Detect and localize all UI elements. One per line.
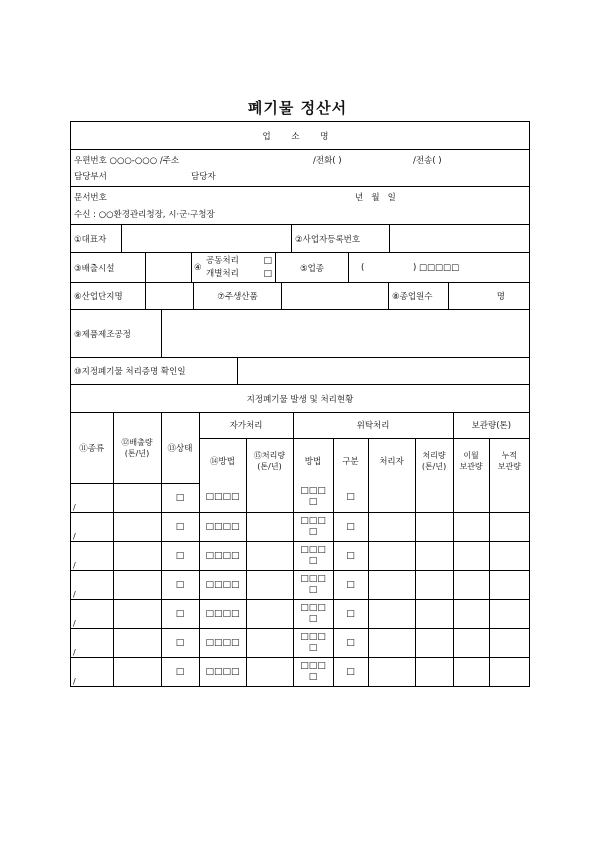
outsourced-method-checkboxes-line1[interactable]: □□□	[300, 602, 326, 613]
outsourced-method-checkboxes-line2[interactable]: □	[308, 671, 318, 682]
category-cell[interactable]	[333, 657, 368, 686]
outsourced-method-cell[interactable]	[293, 541, 333, 570]
outsourced-volume-cell[interactable]	[415, 570, 453, 599]
table-header-row-1	[71, 413, 529, 438]
employees-unit: 명	[496, 292, 505, 302]
outsourced-volume-cell[interactable]	[415, 628, 453, 657]
category-checkbox[interactable]: □	[346, 666, 355, 677]
outsourced-volume-cell[interactable]	[415, 657, 453, 686]
self-method-cell[interactable]	[199, 512, 246, 541]
contact-field[interactable]	[71, 150, 529, 186]
business-number-label: ②사업자등록번호	[292, 225, 390, 252]
recipient-label: 수신 : ○○환경관리청장, 시·군·구청장	[74, 209, 215, 220]
business-type-label: ⑤업종	[276, 253, 349, 282]
waste-table-row	[71, 413, 529, 686]
amount-header	[113, 413, 161, 483]
state-cell[interactable]	[161, 570, 199, 599]
contact-row	[71, 150, 529, 187]
recipient-line	[74, 206, 526, 223]
outsourced-method-cell[interactable]	[293, 599, 333, 628]
amount-cell[interactable]	[113, 483, 161, 512]
individual-treatment-label: 개별처리	[206, 268, 239, 279]
category-cell[interactable]	[333, 483, 368, 512]
monthly-storage-cell[interactable]	[453, 541, 489, 570]
kind-cell[interactable]	[71, 483, 113, 512]
waste-table-body	[71, 483, 529, 686]
representative-row	[71, 225, 529, 253]
outsourced-method-cell[interactable]	[293, 657, 333, 686]
table-row	[71, 512, 529, 541]
kind-cell[interactable]	[71, 599, 113, 628]
section-title-row	[71, 385, 529, 413]
amount-cell[interactable]	[113, 541, 161, 570]
monthly-storage-cell[interactable]	[453, 657, 489, 686]
outsourced-volume-cell[interactable]	[415, 483, 453, 512]
state-cell[interactable]	[161, 599, 199, 628]
table-row	[71, 599, 529, 628]
table-row	[71, 541, 529, 570]
monthly-storage-header-line1: 이월	[463, 450, 479, 460]
self-volume-cell[interactable]	[246, 512, 293, 541]
main-product-label: ⑦주생산품	[194, 283, 282, 309]
self-volume-cell[interactable]	[246, 628, 293, 657]
company-name-field[interactable]	[71, 122, 529, 149]
certificate-date-value[interactable]	[238, 358, 529, 384]
outsourced-method-header: 방법	[293, 438, 333, 483]
slash-mark: /	[73, 589, 76, 599]
outsourced-volume-cell[interactable]	[415, 541, 453, 570]
processor-cell[interactable]	[368, 483, 415, 512]
self-method-checkboxes[interactable]: □□□□	[205, 521, 240, 532]
industrial-complex-label: ⑥산업단지명	[71, 283, 146, 309]
postal-line	[74, 152, 526, 168]
table-row	[71, 483, 529, 512]
self-volume-cell[interactable]	[246, 483, 293, 512]
table-row	[71, 570, 529, 599]
category-cell[interactable]	[333, 541, 368, 570]
outsourced-method-checkboxes-line1[interactable]: □□□	[300, 660, 326, 671]
self-volume-cell[interactable]	[246, 599, 293, 628]
document-number-line	[74, 189, 526, 206]
category-checkbox[interactable]: □	[346, 550, 355, 561]
individual-treatment-option[interactable]	[206, 268, 272, 281]
outsourced-method-checkboxes-line1[interactable]: □□□	[300, 544, 326, 555]
cumulative-storage-cell[interactable]	[489, 512, 529, 541]
category-cell[interactable]	[333, 512, 368, 541]
cumulative-storage-cell[interactable]	[489, 628, 529, 657]
category-cell[interactable]	[333, 599, 368, 628]
kind-cell[interactable]	[71, 628, 113, 657]
category-checkbox[interactable]: □	[346, 521, 355, 532]
treatment-type-options	[206, 255, 272, 281]
state-checkbox[interactable]: □	[175, 666, 185, 677]
kind-cell[interactable]	[71, 541, 113, 570]
state-checkbox[interactable]: □	[175, 579, 185, 590]
state-checkbox[interactable]: □	[175, 637, 185, 648]
business-type-value[interactable]: ( ) □□□□□	[361, 262, 460, 273]
category-header: 구분	[333, 438, 368, 483]
slash-mark: /	[73, 677, 76, 686]
process-row	[71, 310, 529, 358]
outsourced-method-cell[interactable]	[293, 570, 333, 599]
self-method-checkboxes[interactable]: □□□□	[205, 608, 240, 619]
self-method-checkboxes[interactable]: □□□□	[205, 666, 240, 677]
monthly-storage-cell[interactable]	[453, 512, 489, 541]
cumulative-storage-header	[489, 438, 529, 483]
document-number-label: 문서번호	[74, 193, 107, 204]
self-method-cell[interactable]	[199, 541, 246, 570]
outsourced-volume-cell[interactable]	[415, 512, 453, 541]
state-cell[interactable]	[161, 541, 199, 570]
document-field[interactable]	[71, 187, 529, 224]
amount-cell[interactable]	[113, 512, 161, 541]
self-method-checkboxes[interactable]: □□□□	[205, 579, 240, 590]
state-header: ⑬상태	[161, 413, 199, 483]
department-label: 담당부서	[74, 172, 107, 182]
cumulative-storage-cell[interactable]	[489, 483, 529, 512]
state-checkbox[interactable]: □	[175, 608, 185, 619]
state-checkbox[interactable]: □	[175, 521, 185, 532]
self-volume-cell[interactable]	[246, 570, 293, 599]
section-title: 지정폐기물 발생 및 처리현황	[246, 394, 354, 405]
outsourced-volume-header	[415, 438, 453, 483]
processor-cell[interactable]	[368, 657, 415, 686]
outsourced-method-cell[interactable]	[293, 483, 333, 512]
state-checkbox[interactable]: □	[175, 550, 185, 561]
kind-cell[interactable]	[71, 570, 113, 599]
self-method-cell[interactable]	[199, 483, 246, 512]
facility-value[interactable]	[146, 253, 192, 282]
processor-cell[interactable]	[368, 599, 415, 628]
cumulative-storage-cell[interactable]	[489, 541, 529, 570]
individual-treatment-checkbox[interactable]: □	[263, 268, 272, 279]
self-method-cell[interactable]	[199, 628, 246, 657]
representative-label: ①대표자	[71, 225, 122, 252]
state-cell[interactable]	[161, 483, 199, 512]
kind-cell[interactable]	[71, 512, 113, 541]
cumulative-storage-header-line2: 보관량	[497, 461, 521, 471]
slash-mark: /	[73, 560, 76, 570]
monthly-storage-header	[453, 438, 489, 483]
joint-treatment-option[interactable]	[206, 255, 272, 268]
slash-mark: /	[73, 618, 76, 628]
kind-header: ⑪종류	[71, 413, 113, 483]
outsourced-method-cell[interactable]	[293, 628, 333, 657]
outsourced-volume-header-line2: (톤/년)	[421, 461, 447, 471]
amount-cell[interactable]	[113, 657, 161, 686]
outsourced-method-checkboxes-line2[interactable]: □	[308, 497, 318, 508]
slash-mark: /	[73, 531, 76, 541]
outsourced-method-checkboxes-line1[interactable]: □□□	[300, 631, 326, 642]
processor-header: 처리자	[368, 438, 415, 483]
outsourced-volume-cell[interactable]	[415, 599, 453, 628]
table-row	[71, 628, 529, 657]
table-row	[71, 657, 529, 686]
phone-label: /전화( )	[313, 156, 342, 166]
processor-cell[interactable]	[368, 541, 415, 570]
outsourced-method-checkboxes-line2[interactable]: □	[308, 526, 318, 537]
outsourced-method-cell[interactable]	[293, 512, 333, 541]
amount-cell[interactable]	[113, 599, 161, 628]
waste-status-table	[71, 413, 529, 686]
storage-header: 보관량(톤)	[453, 413, 529, 438]
outsourced-method-checkboxes-line2[interactable]: □	[308, 555, 318, 566]
self-method-cell[interactable]	[199, 570, 246, 599]
state-cell[interactable]	[161, 512, 199, 541]
amount-header-line1: ⑫배출량	[121, 437, 153, 447]
fax-label: /전송( )	[413, 156, 442, 166]
amount-cell[interactable]	[113, 628, 161, 657]
cumulative-storage-cell[interactable]	[489, 570, 529, 599]
company-name-label: 업 소 명	[262, 131, 338, 142]
employees-label: ⑧종업원수	[389, 283, 449, 309]
business-number-value[interactable]	[390, 225, 529, 252]
category-cell[interactable]	[333, 628, 368, 657]
joint-treatment-checkbox[interactable]: □	[263, 255, 272, 266]
outsourced-method-checkboxes-line1[interactable]: □□□	[300, 515, 326, 526]
cumulative-storage-cell[interactable]	[489, 657, 529, 686]
facility-row	[71, 253, 529, 283]
document-row	[71, 187, 529, 225]
treatment-type-number: ④	[194, 262, 202, 273]
employees-value[interactable]	[449, 283, 529, 309]
settlement-form	[70, 121, 530, 687]
monthly-storage-cell[interactable]	[453, 628, 489, 657]
processor-cell[interactable]	[368, 628, 415, 657]
outsourced-volume-header-line1: 처리량	[422, 450, 446, 460]
outsourced-method-checkboxes-line1[interactable]: □□□	[300, 573, 326, 584]
self-volume-cell[interactable]	[246, 657, 293, 686]
outsourced-method-checkboxes-line2[interactable]: □	[308, 613, 318, 624]
monthly-storage-cell[interactable]	[453, 570, 489, 599]
manufacturing-process-label: ⑨제품제조공정	[71, 310, 162, 357]
company-name-row	[71, 122, 529, 150]
slash-mark: /	[73, 647, 76, 657]
postal-label: 우편번호 ○○○-○○○ /주소	[74, 156, 180, 166]
manufacturing-process-value[interactable]	[162, 310, 529, 357]
person-in-charge-label: 담당자	[191, 172, 216, 182]
category-checkbox[interactable]: □	[346, 608, 355, 619]
self-volume-header	[246, 438, 293, 483]
category-checkbox[interactable]: □	[346, 492, 355, 503]
state-cell[interactable]	[161, 657, 199, 686]
cumulative-storage-header-line1: 누적	[501, 450, 518, 460]
outsourced-header: 위탁처리	[293, 413, 453, 438]
amount-header-line2: (톤/년)	[124, 448, 150, 458]
representative-value[interactable]	[122, 225, 292, 252]
category-cell[interactable]	[333, 570, 368, 599]
certificate-row	[71, 358, 529, 385]
department-line	[74, 168, 526, 184]
self-method-cell[interactable]	[199, 599, 246, 628]
self-volume-cell[interactable]	[246, 541, 293, 570]
category-checkbox[interactable]: □	[346, 579, 355, 590]
state-cell[interactable]	[161, 628, 199, 657]
monthly-storage-cell[interactable]	[453, 599, 489, 628]
state-checkbox[interactable]: □	[175, 492, 185, 503]
amount-cell[interactable]	[113, 570, 161, 599]
processor-cell[interactable]	[368, 512, 415, 541]
self-treatment-header: 자가처리	[199, 413, 293, 438]
self-volume-header-line2: (톤/년)	[257, 461, 282, 471]
self-method-checkboxes[interactable]: □□□□	[205, 550, 240, 561]
self-method-checkboxes[interactable]: □□□□	[205, 637, 240, 648]
monthly-storage-cell[interactable]	[453, 483, 489, 512]
outsourced-method-checkboxes-line1[interactable]: □□□	[300, 486, 326, 497]
industrial-row	[71, 283, 529, 310]
slash-mark: /	[73, 502, 76, 512]
industrial-complex-value[interactable]	[146, 283, 194, 309]
document-title: 폐기물 정산서	[247, 99, 348, 117]
certificate-date-label: ⑩지정폐기물 처리증명 확인일	[71, 358, 238, 384]
cumulative-storage-cell[interactable]	[489, 599, 529, 628]
outsourced-method-checkboxes-line2[interactable]: □	[308, 642, 318, 653]
main-product-value[interactable]	[282, 283, 389, 309]
self-method-cell[interactable]	[199, 657, 246, 686]
self-method-header: ⑭방법	[199, 438, 246, 483]
date-label: 년 월 일	[355, 193, 396, 204]
category-checkbox[interactable]: □	[346, 637, 355, 648]
joint-treatment-label: 공동처리	[206, 255, 239, 266]
kind-cell[interactable]	[71, 657, 113, 686]
outsourced-method-checkboxes-line2[interactable]: □	[308, 584, 318, 595]
self-method-checkboxes[interactable]: □□□□	[205, 492, 240, 503]
processor-cell[interactable]	[368, 570, 415, 599]
facility-label: ③배출시설	[71, 253, 146, 282]
self-volume-header-line1: ⑮처리량	[253, 450, 286, 460]
monthly-storage-header-line2: 보관량	[459, 461, 483, 471]
treatment-type-field	[192, 253, 276, 282]
